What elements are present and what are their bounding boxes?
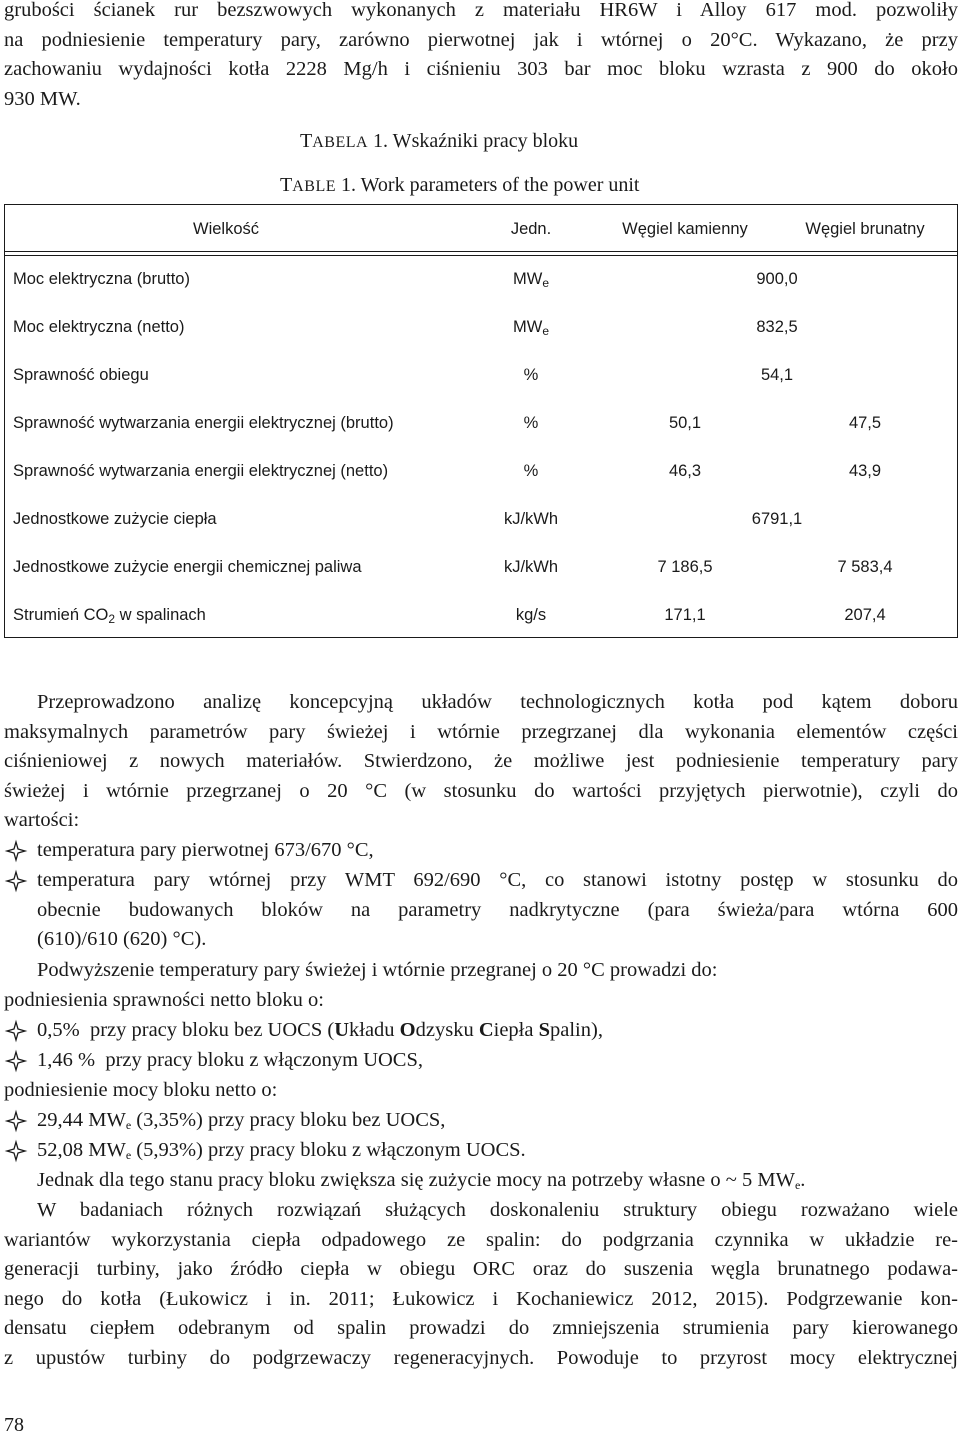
intro-line: 930 MW. [4,87,81,110]
bullet-item: 0,5% przy pracy bloku bez UOCS (Układu Odzysku Ciepła Spalin), [4,1016,958,1046]
star-bullet-icon [4,866,28,895]
work-parameters-table [4,204,958,638]
row-value-lignite: 7 583,4 [837,558,893,576]
body-paragraph-4: Jednak dla tego stanu pracy bloku zwiększa się zużycie mocy na potrzeby własne o ~ 5 $MW_e$. [37,1169,806,1192]
star-bullet-icon [4,1106,28,1135]
row-value-hard-coal: 7 186,5 [657,558,713,576]
bullet-item: 1,46 % przy pracy bloku z włączonym UOCS, [4,1046,958,1076]
header-quantity: Wielkość [193,220,260,238]
row-value-lignite: 43,9 [848,462,882,480]
row-name: Moc elektryczna (brutto) [13,270,190,288]
header-unit: Jedn. [510,220,552,238]
body-paragraph-1: Przeprowadzono analizę koncepcyjną układów technologicznych kotła pod kątem doboru maksymalnych parametrów pary świeżej i wtórnie przegrzanej dla wykonania elementów części ciśnieniowej z nowych materiałów. Stwierdzono, że możliwe jest podniesienie temperatury pary świeżej i wtórnie przegrzanej o 20 °C (w stosunku do wartości przyjętych pierwotnie), czyli do wartości: [4,691,958,832]
row-name: Sprawność wytwarzania energii elektrycznej (netto) [13,462,389,480]
header-hard-coal: Węgiel kamienny [622,220,748,238]
row-value-hard-coal: 46,3 [668,462,702,480]
star-bullet-icon [4,1136,28,1165]
bullet-item: 52,08 $MW_e$ (5,93%) przy pracy bloku z włączonym UOCS. [4,1136,958,1166]
row-value-merged: 832,5 [756,318,798,336]
intro-paragraph [4,0,958,114]
bullet-item: temperatura pary pierwotnej 673/670 °C, [4,836,958,866]
row-name: Strumień $CO_2$ w spalinach [13,606,206,626]
row-value-merged: 54,1 [760,366,794,384]
row-value-merged: 900,0 [756,270,798,288]
row-value-lignite: 47,5 [848,414,882,432]
row-value-hard-coal: 171,1 [664,606,706,624]
header-rule [5,255,957,256]
row-value-lignite: 207,4 [844,606,886,624]
row-name: Sprawność obiegu [13,366,149,384]
row-unit: $MW_e$ [512,318,549,338]
intro-line: zachowaniu wydajności kotła 2228 Mg/h i ciśnieniu 303 bar moc bloku wzrasta z 900 do około [4,58,958,81]
row-unit: % [523,366,539,384]
row-name: Jednostkowe zużycie energii chemicznej paliwa [13,558,362,576]
bullet-item: 29,44 $MW_e$ (3,35%) przy pracy bloku bez UOCS, [4,1106,958,1136]
row-value-hard-coal: 50,1 [668,414,702,432]
row-name: Moc elektryczna (netto) [13,318,185,336]
intro-line: na podniesienie temperatury pary, zarówno pierwotnej jak i wtórnej o 20°C. Wykazano, że przy [4,28,958,51]
row-name: Sprawność wytwarzania energii elektrycznej (brutto) [13,414,394,432]
star-bullet-icon [4,1046,28,1075]
row-unit: kg/s [515,606,547,624]
row-unit: % [523,462,539,480]
body-paragraph-5: W badaniach różnych rozwiązań służących doskonaleniu struktury obiegu rozważano wiele wariantów wykorzystania ciepła odpadowego ze spalin: do podgrzania czynnika w układzie re- generacji turbiny, jako źródło ciepła w obiegu ORC oraz do suszenia węgla brunatnego podawa- nego do kotła (Łukowicz i in. 2011; Łukowicz i Kochaniewicz 2012, 2015). Podgrzewanie kon- densatu ciepłem odebranym od spalin prowadzi do zmniejszenia strumienia pary kierowanego z upustów turbiny do podgrzewaczy regeneracyjnych. Powoduje to przyrost mocy elektrycznej [4,1199,958,1369]
table-caption-pl: TABELA 1. Wskaźniki pracy bloku [300,130,579,152]
row-name: Jednostkowe zużycie ciepła [13,510,217,528]
star-bullet-icon [4,836,28,865]
star-bullet-icon [4,1016,28,1045]
row-unit: kJ/kWh [503,510,559,528]
table-caption-en: TABLE 1. Work parameters of the power unit [280,174,640,196]
row-value-merged: 6791,1 [751,510,803,528]
header-rule [5,251,957,252]
row-unit: % [523,414,539,432]
bullet-item: temperatura pary wtórnej przy WMT 692/690 °C, co stanowi istotny postęp w stosunku do obecnie budowanych bloków na parametry nadkrytyczne (para świeża/para wtórna 600 (610)/610 (620) °C). [4,866,958,956]
row-unit: kJ/kWh [503,558,559,576]
row-unit: $MW_e$ [512,270,549,290]
body-paragraph-2: Podwyższenie temperatury pary świeżej i wtórnie przegranej o 20 °C prowadzi do: podniesienia sprawności netto bloku o: [4,959,718,1011]
intro-line: grubości ścianek rur bezszwowych wykonanych z materiału HR6W i Alloy 617 mod. pozwoliły [4,0,958,21]
page-number: 78 [4,1414,24,1436]
body-paragraph-3: podniesienie mocy bloku netto o: [4,1079,278,1101]
header-lignite: Węgiel brunatny [805,220,925,238]
